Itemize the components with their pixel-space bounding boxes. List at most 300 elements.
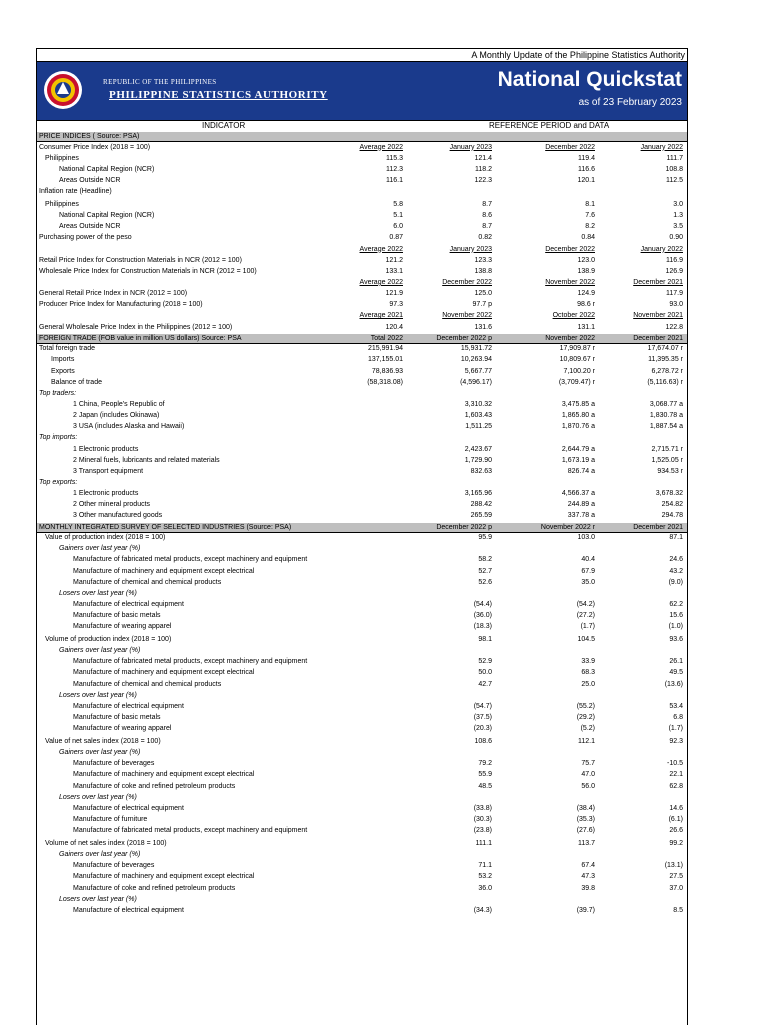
- table-row: [37, 511, 687, 521]
- row-label: 1 Electronic products: [73, 490, 139, 498]
- row-value: January 2022: [640, 245, 683, 253]
- table-row: [37, 759, 687, 769]
- row-value: 98.6 r: [577, 301, 595, 309]
- row-value: 43.2: [669, 567, 683, 575]
- row-value: 33.9: [581, 658, 595, 666]
- row-value: 37.0: [669, 884, 683, 892]
- row-value: 133.1: [385, 267, 403, 275]
- row-label: Gainers over last year (%): [59, 545, 141, 553]
- table-row: [37, 611, 687, 621]
- row-value: (39.7): [576, 906, 595, 914]
- row-label: 1 Electronic products: [73, 445, 139, 453]
- row-label: Areas Outside NCR: [59, 176, 121, 184]
- row-value: 56.0: [581, 782, 595, 790]
- row-label: Retail Price Index for Construction Materials in NCR (2012 = 100): [39, 256, 242, 264]
- row-label: Manufacture of furniture: [73, 816, 148, 823]
- row-value: (37.5): [473, 714, 492, 721]
- row-value: (35.3): [576, 816, 595, 823]
- row-value: 8.2: [585, 223, 595, 231]
- row-value: 22.1: [669, 771, 683, 779]
- row-value: 138.8: [474, 267, 492, 275]
- row-value: 14.6: [669, 804, 683, 812]
- row-value: 2,644.79 a: [561, 445, 595, 453]
- table-row: [37, 445, 687, 455]
- row-value: (36.0): [473, 612, 492, 620]
- row-value: 3,310.32: [464, 400, 492, 408]
- row-value: 103.0: [577, 534, 595, 541]
- row-label: Manufacture of basic metals: [73, 714, 161, 721]
- row-value: 138.9: [577, 267, 595, 275]
- row-value: 10,809.67 r: [559, 356, 595, 364]
- row-value: 40.4: [581, 556, 595, 564]
- row-value: 123.0: [577, 256, 595, 264]
- row-value: 337.78 a: [567, 512, 595, 520]
- row-value: 215,991.94: [367, 345, 403, 353]
- row-label: MONTHLY INTEGRATED SURVEY OF SELECTED INDUSTRIES (Source: PSA): [39, 523, 292, 531]
- period-row: [37, 245, 687, 255]
- row-value: 244.89 a: [567, 501, 595, 509]
- row-value: (18.3): [473, 623, 492, 631]
- table-row: [37, 567, 687, 577]
- row-label: Losers over last year (%): [59, 589, 137, 597]
- period-row: [37, 311, 687, 321]
- table-row: [37, 737, 687, 747]
- row-value: 3.0: [673, 200, 683, 208]
- row-value: 113.7: [578, 839, 595, 847]
- row-value: 116.9: [666, 256, 683, 264]
- row-value: (58,318.08): [367, 378, 403, 386]
- row-value: 47.3: [581, 873, 595, 881]
- row-value: 99.2: [669, 839, 683, 847]
- row-value: 119.4: [578, 154, 595, 162]
- row-value: 62.8: [669, 782, 683, 790]
- row-value: 254.82: [661, 501, 683, 509]
- row-value: 124.9: [577, 290, 595, 298]
- row-value: (54.7): [473, 702, 492, 710]
- row-value: 117.9: [666, 290, 683, 298]
- table-row: [37, 600, 687, 610]
- row-value: 294.78: [661, 512, 683, 520]
- row-value: January 2022: [640, 143, 683, 151]
- row-value: 53.4: [669, 702, 683, 710]
- row-value: January 2023: [449, 245, 492, 253]
- row-value: (20.3): [473, 725, 492, 733]
- row-label: Purchasing power of the peso: [39, 234, 132, 242]
- row-value: 27.5: [669, 873, 683, 881]
- table-row: [37, 804, 687, 814]
- row-value: 4,566.37 a: [561, 490, 595, 498]
- row-label: 3 Transport equipment: [73, 467, 144, 475]
- row-label: Manufacture of beverages: [73, 760, 155, 768]
- row-label: Losers over last year (%): [59, 691, 137, 699]
- table-row: [37, 389, 687, 399]
- row-label: 2 Japan (includes Okinawa): [73, 412, 160, 420]
- row-label: Inflation rate (Headline): [39, 188, 112, 196]
- row-value: 126.9: [665, 267, 683, 275]
- row-label: PRICE INDICES ( Source: PSA): [39, 133, 140, 140]
- table-row: [37, 367, 687, 377]
- row-value: 2,423.67: [464, 445, 492, 453]
- row-value: 108.6: [474, 737, 492, 745]
- table-row: [37, 850, 687, 860]
- row-label: Manufacture of coke and refined petroleum products: [73, 782, 236, 790]
- row-value: (30.3): [473, 816, 492, 823]
- row-value: 97.7 p: [472, 301, 492, 309]
- table-row: [37, 713, 687, 723]
- page-title: National Quickstat: [497, 68, 682, 91]
- row-value: 0.90: [669, 234, 683, 242]
- row-value: November 2022: [545, 334, 595, 342]
- row-value: 1,603.43: [464, 412, 492, 420]
- row-value: 1,729.90: [464, 456, 492, 464]
- row-value: 3.5: [673, 223, 683, 231]
- row-value: 8.6: [482, 212, 492, 219]
- row-value: (27.2): [576, 612, 595, 620]
- row-label: Manufacture of electrical equipment: [73, 804, 184, 812]
- row-value: 0.87: [389, 234, 403, 242]
- row-value: (6.1): [668, 816, 683, 823]
- table-row: [37, 456, 687, 466]
- row-value: 112.5: [666, 176, 683, 184]
- row-value: 26.6: [669, 827, 683, 835]
- row-value: 122.8: [665, 323, 683, 331]
- row-value: 1.3: [673, 212, 683, 219]
- row-value: 123.3: [474, 256, 492, 264]
- row-value: 15,931.72: [460, 345, 492, 353]
- table-row: [37, 165, 687, 175]
- row-label: National Capital Region (NCR): [59, 165, 155, 173]
- table-row: [37, 267, 687, 277]
- row-value: 1,511.25: [465, 423, 492, 431]
- row-value: 49.5: [669, 669, 683, 677]
- row-label: Manufacture of fabricated metal products, except machinery and equipment: [73, 658, 308, 666]
- row-value: 0.84: [581, 234, 595, 242]
- table-row: [37, 793, 687, 803]
- row-value: 288.42: [470, 501, 492, 509]
- row-value: December 2022: [545, 143, 595, 151]
- row-value: 93.0: [669, 301, 683, 309]
- row-label: Manufacture of basic metals: [73, 612, 161, 620]
- row-value: 116.6: [578, 165, 595, 173]
- row-label: Consumer Price Index (2018 = 100): [39, 143, 151, 151]
- row-label: Manufacture of chemical and chemical products: [73, 680, 222, 688]
- row-value: (29.2): [576, 714, 595, 721]
- reference-header: REFERENCE PERIOD and DATA: [489, 121, 610, 130]
- row-value: 25.0: [581, 680, 595, 688]
- section-header: [37, 132, 687, 142]
- row-value: (54.2): [576, 600, 595, 608]
- table-row: [37, 233, 687, 243]
- row-value: 7.6: [585, 212, 595, 219]
- row-value: 24.6: [669, 556, 683, 564]
- table-row: [37, 467, 687, 477]
- row-value: (13.1): [664, 862, 683, 870]
- row-value: 120.1: [577, 176, 595, 184]
- row-value: 1,525.05 r: [651, 456, 683, 464]
- republic-label: REPUBLIC OF THE PHILIPPINES: [103, 78, 217, 86]
- row-value: October 2022: [552, 312, 595, 320]
- row-label: Losers over last year (%): [59, 895, 137, 903]
- row-label: Manufacture of machinery and equipment except electrical: [73, 771, 255, 779]
- row-value: 53.2: [478, 873, 492, 881]
- row-value: 122.3: [474, 176, 492, 184]
- table-row: [37, 154, 687, 164]
- row-label: Value of production index (2018 = 100): [45, 534, 166, 541]
- table-row: [37, 861, 687, 871]
- row-value: 6.8: [673, 714, 683, 721]
- row-value: 50.0: [478, 669, 492, 677]
- table-row: [37, 411, 687, 421]
- row-value: (54.4): [473, 600, 492, 608]
- row-value: 39.8: [581, 884, 595, 892]
- table-row: [37, 895, 687, 905]
- table-row: [37, 555, 687, 565]
- row-value: November 2022: [442, 312, 492, 320]
- row-value: 8.5: [673, 906, 683, 914]
- row-label: Value of net sales index (2018 = 100): [45, 737, 161, 745]
- row-value: 832.63: [470, 467, 492, 475]
- row-value: 3,475.85 a: [561, 400, 595, 408]
- row-value: 5,667.77: [464, 367, 492, 375]
- row-value: 17,674.07 r: [647, 345, 683, 353]
- row-value: 26.1: [669, 658, 683, 666]
- row-label: Manufacture of chemical and chemical products: [73, 578, 222, 586]
- row-label: Manufacture of coke and refined petroleum products: [73, 884, 236, 892]
- row-value: 47.0: [581, 771, 595, 779]
- row-value: Average 2022: [359, 143, 403, 151]
- table-row: [37, 748, 687, 758]
- psa-logo-icon: [43, 70, 83, 110]
- row-value: 10,263.94: [460, 356, 492, 364]
- row-value: 104.5: [577, 636, 595, 643]
- row-label: National Capital Region (NCR): [59, 212, 155, 219]
- table-row: [37, 355, 687, 365]
- table-row: [37, 200, 687, 210]
- row-value: 125.0: [474, 290, 492, 298]
- row-value: 8.1: [585, 200, 595, 208]
- row-value: December 2022: [545, 245, 595, 253]
- row-label: General Retail Price Index in NCR (2012 = 100): [39, 290, 188, 298]
- table-row: [37, 884, 687, 894]
- row-label: Gainers over last year (%): [59, 851, 141, 858]
- row-value: December 2022 p: [436, 334, 492, 342]
- row-value: 8.7: [482, 223, 492, 231]
- row-value: 131.1: [577, 323, 595, 331]
- row-value: (23.8): [473, 827, 492, 835]
- row-label: Manufacture of wearing apparel: [73, 623, 172, 631]
- row-label: Exports: [51, 367, 75, 375]
- row-value: December 2022: [442, 278, 492, 286]
- row-value: 5.1: [393, 212, 403, 219]
- row-value: 3,068.77 a: [649, 400, 683, 408]
- table-row: [37, 702, 687, 712]
- row-value: (55.2): [576, 702, 595, 710]
- row-value: (4,596.17): [460, 378, 492, 386]
- row-value: (38.4): [576, 804, 595, 812]
- row-value: 3,165.96: [464, 490, 492, 498]
- row-value: 92.3: [669, 737, 683, 745]
- table-row: [37, 422, 687, 432]
- row-value: 52.7: [478, 567, 492, 575]
- row-value: 95.9: [478, 534, 492, 541]
- row-label: Manufacture of machinery and equipment except electrical: [73, 567, 255, 575]
- table-row: [37, 500, 687, 510]
- row-value: November 2022 r: [540, 523, 595, 531]
- row-value: (5.2): [580, 725, 595, 733]
- row-value: 6.0: [393, 223, 403, 231]
- row-value: 55.9: [478, 771, 492, 779]
- table-row: [37, 176, 687, 186]
- row-label: Top traders:: [39, 389, 77, 397]
- row-value: 36.0: [478, 884, 492, 892]
- row-label: Manufacture of fabricated metal products, except machinery and equipment: [73, 827, 308, 835]
- row-value: 52.6: [478, 578, 492, 586]
- row-label: Manufacture of beverages: [73, 862, 155, 870]
- table-row: [37, 289, 687, 299]
- row-label: Manufacture of fabricated metal products, except machinery and equipment: [73, 556, 308, 564]
- row-value: (1.7): [580, 623, 595, 631]
- row-value: 0.82: [478, 234, 492, 242]
- row-label: Manufacture of wearing apparel: [73, 725, 172, 733]
- period-row: [37, 143, 687, 153]
- row-value: 1,865.80 a: [561, 412, 595, 420]
- row-value: (13.6): [664, 680, 683, 688]
- row-value: 120.4: [385, 323, 403, 331]
- row-label: 2 Mineral fuels, lubricants and related materials: [73, 456, 220, 464]
- row-value: Total 2022: [370, 334, 403, 342]
- row-label: Manufacture of machinery and equipment except electrical: [73, 669, 255, 677]
- row-label: Wholesale Price Index for Construction Materials in NCR (2012 = 100): [39, 267, 257, 275]
- table-row: [37, 872, 687, 882]
- table-row: [37, 668, 687, 678]
- row-value: (3,709.47) r: [558, 378, 595, 386]
- table-row: [37, 657, 687, 667]
- row-value: 265.59: [470, 512, 492, 520]
- row-label: General Wholesale Price Index in the Philippines (2012 = 100): [39, 323, 233, 331]
- row-value: 78,836.93: [371, 367, 403, 375]
- row-label: FOREIGN TRADE (FOB value in million US dollars) Source: PSA: [39, 334, 242, 342]
- row-value: January 2023: [449, 143, 492, 151]
- row-value: 75.7: [581, 760, 595, 768]
- table-row: [37, 256, 687, 266]
- table-row: [37, 433, 687, 443]
- row-value: 6,278.72 r: [651, 367, 683, 375]
- row-value: 97.3: [389, 301, 403, 309]
- row-value: (5,116.63) r: [647, 378, 683, 386]
- row-value: December 2021: [633, 278, 683, 286]
- row-label: Gainers over last year (%): [59, 647, 141, 655]
- section-header: [37, 523, 687, 533]
- table-row: [37, 782, 687, 792]
- row-label: Philippines: [45, 200, 79, 208]
- table-row: [37, 691, 687, 701]
- table-row: [37, 323, 687, 333]
- row-value: December 2021: [633, 334, 683, 342]
- row-value: December 2022 p: [436, 523, 492, 531]
- row-value: -10.5: [667, 760, 683, 768]
- row-label: Manufacture of machinery and equipment except electrical: [73, 873, 255, 881]
- row-value: 7,100.20 r: [563, 367, 595, 375]
- row-value: 2,715.71 r: [651, 445, 683, 453]
- row-value: (9.0): [668, 578, 683, 586]
- table-row: [37, 622, 687, 632]
- row-label: Imports: [51, 356, 75, 364]
- row-value: 111.1: [475, 839, 492, 847]
- row-value: 111.7: [666, 154, 683, 162]
- row-value: 11,395.35 r: [648, 356, 683, 364]
- table-row: [37, 544, 687, 554]
- row-value: (34.3): [473, 906, 492, 914]
- row-value: 1,830.78 a: [649, 412, 683, 420]
- row-value: 87.1: [669, 534, 683, 541]
- row-value: November 2022: [545, 278, 595, 286]
- row-label: Manufacture of electrical equipment: [73, 600, 184, 608]
- table-row: [37, 906, 687, 916]
- row-label: Volume of production index (2018 = 100): [45, 636, 172, 643]
- tagline: A Monthly Update of the Philippine Statistics Authority: [471, 50, 685, 60]
- row-value: 62.2: [669, 600, 683, 608]
- row-value: 121.9: [385, 290, 403, 298]
- row-value: November 2021: [633, 312, 683, 320]
- table-row: [37, 300, 687, 310]
- table-row: [37, 815, 687, 825]
- row-value: 52.9: [478, 658, 492, 666]
- row-value: Average 2022: [359, 278, 403, 286]
- row-value: 1,887.54 a: [649, 423, 683, 431]
- row-value: (1.0): [668, 623, 683, 631]
- row-value: 121.4: [474, 154, 492, 162]
- table-row: [37, 222, 687, 232]
- table-row: [37, 489, 687, 499]
- table-row: [37, 533, 687, 543]
- row-value: 67.9: [581, 567, 595, 575]
- table-row: [37, 826, 687, 836]
- table-row: [37, 211, 687, 221]
- as-of-date: as of 23 February 2023: [578, 97, 682, 108]
- row-label: Philippines: [45, 154, 79, 162]
- row-value: 116.1: [386, 176, 403, 184]
- row-value: 79.2: [478, 760, 492, 768]
- row-value: 137,155.01: [367, 356, 403, 364]
- row-label: Producer Price Index for Manufacturing (2018 = 100): [39, 301, 203, 309]
- row-label: Gainers over last year (%): [59, 749, 141, 757]
- row-label: Losers over last year (%): [59, 793, 137, 801]
- row-value: 3,678.32: [655, 490, 683, 498]
- row-value: 8.7: [482, 200, 492, 208]
- row-label: Balance of trade: [51, 378, 102, 386]
- row-value: Average 2021: [359, 312, 403, 320]
- row-value: 934.53 r: [657, 467, 683, 475]
- row-value: 1,673.19 a: [561, 456, 595, 464]
- row-value: 131.6: [474, 323, 492, 331]
- row-value: 112.1: [578, 737, 595, 745]
- row-value: 115.3: [386, 154, 403, 162]
- table-row: [37, 578, 687, 588]
- row-label: Manufacture of electrical equipment: [73, 906, 184, 914]
- row-value: 108.8: [665, 165, 683, 173]
- row-value: 5.8: [393, 200, 403, 208]
- table-row: [37, 589, 687, 599]
- table-row: [37, 344, 687, 354]
- row-label: Top imports:: [39, 434, 78, 442]
- row-label: Top exports:: [39, 478, 78, 486]
- row-label: 3 USA (includes Alaska and Hawaii): [73, 423, 185, 431]
- row-value: 68.3: [581, 669, 595, 677]
- row-value: 118.2: [475, 165, 492, 173]
- row-value: (1.7): [668, 725, 683, 733]
- table-row: [37, 770, 687, 780]
- row-label: Manufacture of electrical equipment: [73, 702, 184, 710]
